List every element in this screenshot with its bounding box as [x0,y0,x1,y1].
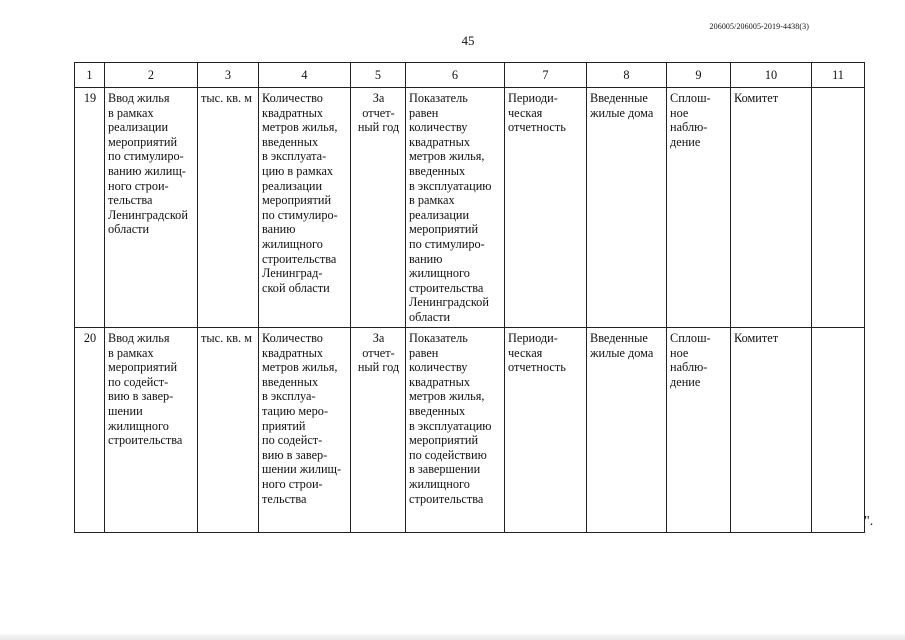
document-id: 206005/206005-2019-4438(3) [709,22,809,31]
collection-method: Сплош- ное наблю- дение [667,328,731,533]
period: За отчет- ный год [351,328,406,533]
indicator-definition: Количество квадратных метров жилья, введенных в эксплуа- тацию меро- приятий по содейст- вию в завер- шении жилищ- ного строи- тельства [259,328,351,533]
calculation-method: Показатель равен количеству квадратных метров жилья, введенных в эксплуатацию мероприятий по содействию в завершении жилищного строительства [406,328,505,533]
column-header: 1 [75,63,105,88]
indicator-table [74,62,865,533]
column-header: 8 [587,63,667,88]
indicator-name: Ввод жилья в рамках мероприятий по содейст- вию в завер- шении жилищного строительства [105,328,198,533]
extra-column [812,88,865,328]
calculation-method: Показатель равен количеству квадратных метров жилья, введенных в эксплуатацию в рамках реализации мероприятий по стимулиро- ванию жилищного строительства Ленинградской области [406,88,505,328]
extra-column [812,328,865,533]
column-header: 5 [351,63,406,88]
page-edge-shadow [0,634,905,640]
unit: тыс. кв. м [198,328,259,533]
collection-method: Сплош- ное наблю- дение [667,88,731,328]
responsible-body: Комитет [731,328,812,533]
indicator-definition: Количество квадратных метров жилья, введенных в эксплуата- цию в рамках реализации мероприятий по стимулиро- ванию жилищного строительства Ленинград- ской области [259,88,351,328]
row-number: 19 [75,88,105,328]
page-number: 45 [461,33,475,48]
data-source: Периоди- ческая отчетность [505,328,587,533]
column-header: 9 [667,63,731,88]
column-header: 4 [259,63,351,88]
table-header-row [75,63,865,88]
table-row [75,88,865,328]
column-header: 3 [198,63,259,88]
observation-unit: Введенные жилые дома [587,328,667,533]
indicator-name: Ввод жилья в рамках реализации мероприятий по стимулиро- ванию жилищ- ного строи- тельства Ленинградской области [105,88,198,328]
column-header: 10 [731,63,812,88]
column-header: 2 [105,63,198,88]
unit: тыс. кв. м [198,88,259,328]
row-number: 20 [75,328,105,533]
column-header: 7 [505,63,587,88]
table-row [75,328,865,533]
data-source: Периоди- ческая отчетность [505,88,587,328]
period: За отчет- ный год [351,88,406,328]
column-header: 11 [812,63,865,88]
responsible-body: Комитет [731,88,812,328]
observation-unit: Введенные жилые дома [587,88,667,328]
column-header: 6 [406,63,505,88]
closing-quote-mark: ". [864,514,874,529]
